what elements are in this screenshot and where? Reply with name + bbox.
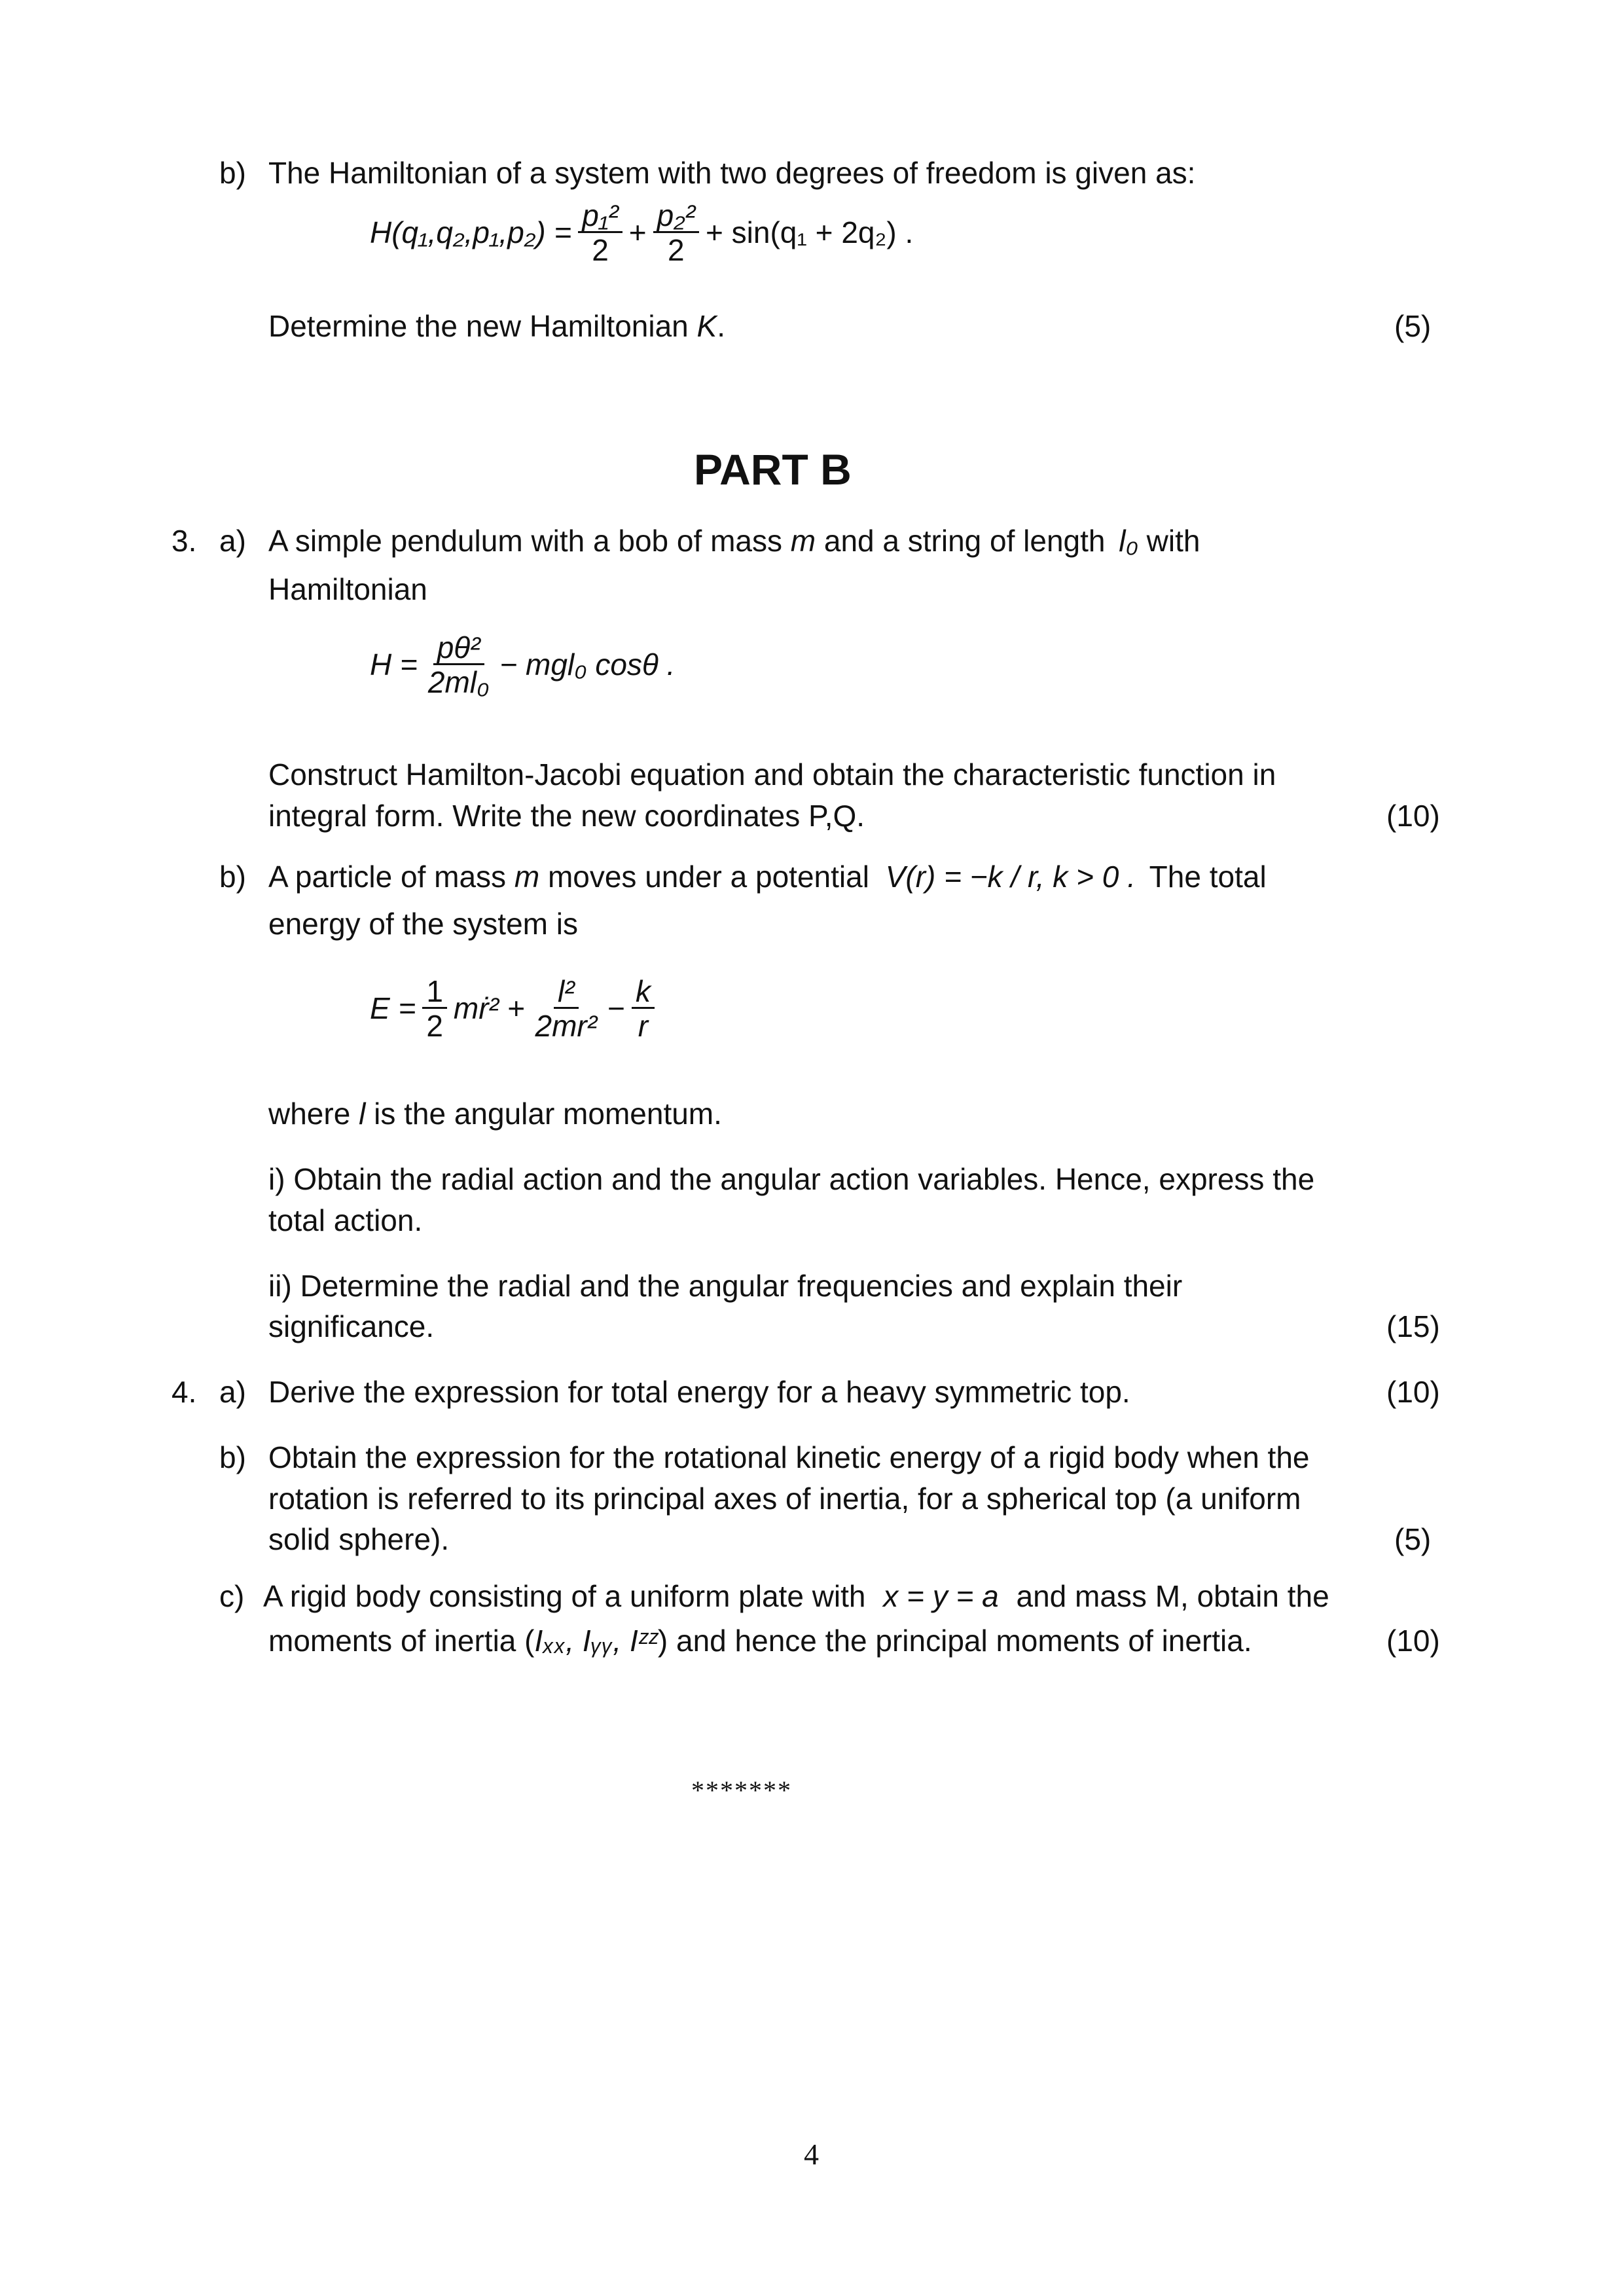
q2b-eq-f2-num: p₂² [653, 200, 699, 233]
q2b-eq-fraction-2 [653, 200, 699, 266]
q3b-eq-term1: mṙ² + [453, 991, 525, 1026]
q3a-line1 [268, 522, 1200, 560]
q2b-label: b) [219, 156, 246, 190]
q4c-eq: x = y = a [883, 1579, 999, 1613]
q3a-eq-rest: − mgl₀ cosθ . [499, 647, 676, 682]
q3a-line4: integral form. Write the new coordinates P,Q. [268, 799, 865, 833]
q3b-energy-equation [370, 975, 655, 1042]
q3b-eq-f3-den: r [638, 1009, 649, 1044]
q4b-line3: solid sphere). [268, 1522, 450, 1556]
q3a-line2: Hamiltonian [268, 572, 427, 606]
q3b-line1-mid: moves under a potential [547, 860, 869, 894]
q3a-eq-fraction [424, 632, 494, 699]
q3b-line1 [268, 858, 1267, 896]
q4c-label: c) [219, 1579, 245, 1613]
q3b-line1-post: The total [1149, 860, 1267, 894]
q3b-eq-f1-num: 1 [422, 975, 447, 1009]
q3a-hamiltonian-equation [370, 632, 675, 699]
q3a-eq-lhs: H = [370, 647, 418, 682]
q2b-task-prefix: Determine the new Hamiltonian [268, 309, 689, 343]
q4c-line1-pre: A rigid body consisting of a uniform plate with [263, 1579, 866, 1613]
q2b-text: The Hamiltonian of a system with two degrees of freedom is given as: [268, 156, 1196, 190]
q2b-eq-fraction-1 [578, 200, 622, 266]
part-heading: PART B [694, 445, 852, 494]
q3b-eq-lhs: E = [370, 991, 416, 1026]
q4a-text: Derive the expression for total energy for a heavy symmetric top. [268, 1375, 1130, 1409]
q3b-where-post: is the angular momentum. [374, 1097, 722, 1131]
q4c-line2-pre: moments of inertia ( [268, 1624, 535, 1658]
q3a-eq-den: 2ml₀ [427, 665, 490, 700]
q2b-eq-f2-den: 2 [668, 233, 685, 268]
q3a-var-l0: l₀ [1119, 524, 1138, 558]
q3b-ii-line1: ii) Determine the radial and the angular frequencies and explain their [268, 1269, 1183, 1303]
q4b-marks: (5) [1394, 1522, 1432, 1556]
q4b-line1: Obtain the expression for the rotational kinetic energy of a rigid body when the [268, 1440, 1310, 1474]
q4c-line1 [263, 1578, 1329, 1616]
q3a-eq-num: pθ² [433, 632, 484, 665]
q3a-label: a) [219, 524, 246, 558]
q3b-where-var: l [359, 1097, 366, 1131]
q3b-marks: (15) [1386, 1309, 1440, 1343]
q3b-potential: V(r) = −k / r, k > 0 . [885, 860, 1136, 894]
q3b-where [268, 1095, 722, 1133]
q3b-label: b) [219, 860, 246, 894]
end-mark: ******* [691, 1776, 792, 1805]
q4a-marks: (10) [1386, 1375, 1440, 1409]
q3b-eq-fraction-1 [422, 975, 447, 1042]
q4a-label: a) [219, 1375, 246, 1409]
q3b-eq-fraction-2 [532, 975, 602, 1042]
q3b-line1-pre: A particle of mass [268, 860, 507, 894]
q3b-where-pre: where [268, 1097, 351, 1131]
q2b-task [268, 308, 725, 346]
q2b-eq-f1-den: 2 [592, 233, 609, 268]
q2b-marks: (5) [1394, 309, 1432, 343]
q3b-eq-f2-num: l² [554, 975, 579, 1009]
page-number: 4 [804, 2138, 819, 2171]
q3a-marks: (10) [1386, 799, 1440, 833]
q3a-line1-mid: and a string of length [823, 524, 1106, 558]
q3a-line3: Construct Hamilton-Jacobi equation and obtain the characteristic function in [268, 757, 1276, 792]
q3a-line1-pre: A simple pendulum with a bob of mass [268, 524, 782, 558]
q3-number: 3. [171, 524, 197, 558]
q4c-line2 [268, 1622, 1252, 1660]
q2b-eq-lhs: H(q₁,q₂,p₁,p₂) = [370, 215, 572, 250]
q3b-var-m: m [514, 860, 540, 894]
q3b-eq-f3-num: k [632, 975, 655, 1009]
q2b-eq-f1-num: p₁² [578, 200, 622, 233]
q4b-label: b) [219, 1440, 246, 1474]
q3b-eq-f2-den: 2mr² [535, 1009, 598, 1044]
q4c-inertia: Iₓₓ, Iᵧᵧ, Iᶻᶻ [534, 1624, 658, 1658]
q3b-i-line2: total action. [268, 1203, 423, 1237]
q3b-ii-line2: significance. [268, 1309, 435, 1343]
q2b-eq-rest: + sin(q₁ + 2q₂) . [706, 215, 914, 250]
q2b-task-var: K [696, 309, 717, 343]
q4b-line2: rotation is referred to its principal axes of inertia, for a spherical top (a uniform [268, 1482, 1301, 1516]
q3a-var-m: m [790, 524, 816, 558]
q3b-i-line1: i) Obtain the radial action and the angular action variables. Hence, express the [268, 1162, 1315, 1196]
q3b-eq-minus: − [607, 991, 625, 1026]
q2b-eq-plus: + [628, 215, 647, 250]
q4c-line1-post: and mass M, obtain the [1016, 1579, 1329, 1613]
q2b-task-suffix: . [717, 309, 726, 343]
q4c-marks: (10) [1386, 1624, 1440, 1658]
q3b-eq-f1-den: 2 [426, 1009, 443, 1044]
q2b-hamiltonian-equation [370, 200, 913, 266]
q4-number: 4. [171, 1375, 197, 1409]
q3b-eq-fraction-3 [632, 975, 655, 1042]
q3a-line1-post: with [1146, 524, 1200, 558]
q3b-line2: energy of the system is [268, 907, 578, 941]
q4c-line2-post: ) and hence the principal moments of inertia. [657, 1624, 1252, 1658]
